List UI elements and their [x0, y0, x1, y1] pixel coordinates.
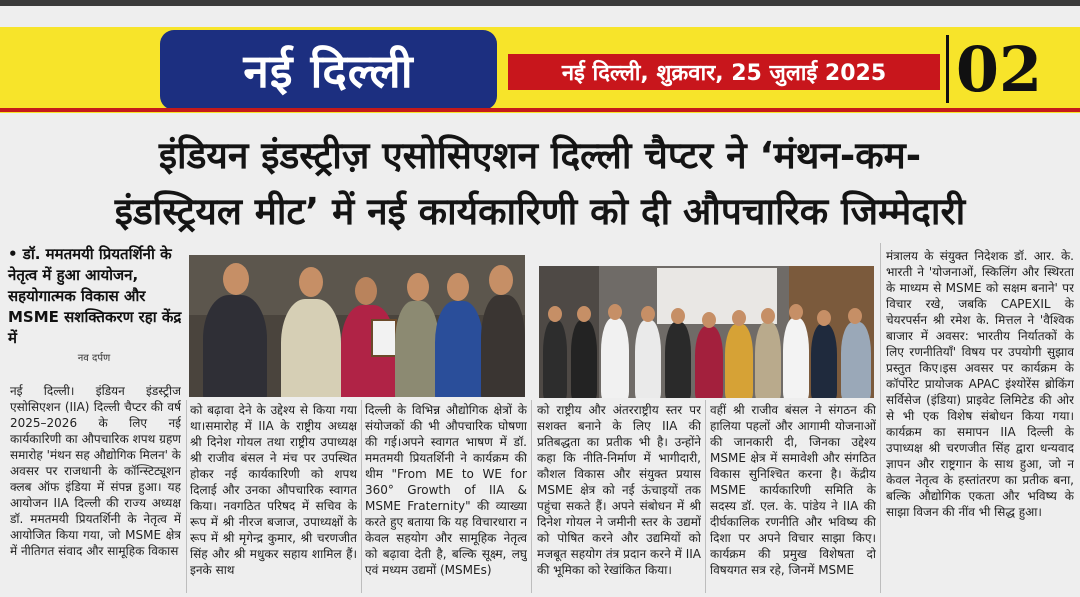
top-strip: [0, 0, 1080, 6]
person-figure: [395, 301, 439, 397]
person-head: [761, 308, 775, 324]
person-head: [299, 267, 323, 297]
person-figure: [755, 322, 781, 398]
person-figure: [695, 326, 723, 398]
person-head: [608, 304, 622, 320]
dateline: नई दिल्ली, शुक्रवार, 25 जुलाई 2025: [508, 54, 940, 90]
photo-oath-ceremony: [189, 255, 525, 397]
person-head: [702, 312, 716, 328]
column-rule: [531, 400, 532, 593]
article-column-5: वहीं श्री राजीव बंसल ने संगठन की हालिया पहलों और आगामी योजनाओं की जानकारी दी, जिनका उद्देश्य MSME क्षेत्र में समावेशी और संगठित विकास सुनिश्चित करना है। केंद्रीय MSME कार्यकारिणी समिति के सदस्य डॉ. एल. के. पांडेय ने IIA की दीर्घकालिक रणनीति और भविष्य की दिशा पर अपने विचार साझा किए।कार्यक्रम की प्रमुख विशेषता दो विषयगत सत्र रहे, जिनमें MSME: [710, 403, 876, 577]
person-head: [732, 310, 746, 326]
byline: नव दर्पण: [77, 353, 111, 364]
person-head: [789, 304, 803, 320]
person-figure: [435, 301, 483, 397]
article-column-4: को राष्ट्रीय और अंतरराष्ट्रीय स्तर पर सशक्त बनाने के लिए IIA की प्रतिबद्धता का प्रतीक भी है। उन्होंने कहा कि नीति-निर्माण में भागीदारी, कौशल विकास और संयुक्त प्रयास MSME क्षेत्र को नई ऊंचाइयों तक पहुंचा सकते हैं। अपने संबोधन में श्री दिनेश गोयल ने जमीनी स्तर के उद्यमों को पोषित करने और उद्यमियों को मजबूत सहयोग तंत्र प्रदान करने में IIA की भूमिका को रेखांकित किया।: [537, 403, 701, 577]
person-figure: [203, 295, 267, 397]
article-column-3: दिल्ली के विभिन्न औद्योगिक क्षेत्रों के संयोजकों की भी औपचारिक घोषणा की गई।अपने स्वागत भाषण में डॉ. ममतमयी प्रियतर्शिनी ने कार्यक्रम की थीम "From ME to WE for 360° Growth of IIA & MSME Fraternity" की व्याख्या करते हुए बताया कि यह विचारधारा न केवल सहयोग और सामूहिक नेतृत्व को बढ़ावा देती है, बल्कि सूक्ष्म, लघु एवं मध्यम उद्यमों (MSMEs): [365, 403, 527, 577]
column-rule: [705, 400, 706, 593]
column-rule: [186, 400, 187, 593]
article-column-6: मंत्रालय के संयुक्त निदेशक डॉ. आर. के. भारती ने 'योजनाओं, स्किलिंग और स्थिरता के माध्यम से MSME को सक्षम बनाने' पर विचार रखे, जबकि CAPEXIL के चेयरपर्सन श्री रमेश के. मित्तल ने 'वैश्विक बाजार में अवसर: भारतीय निर्यातकों के लिए रणनीतियाँ' विषय पर उपयोगी सुझाव प्रस्तुत किए।इस अवसर पर कार्यक्रम के कॉर्पोरेट प्रायोजक APAC इंश्योरेंस ब्रोकिंग सर्विसेज (इंडिया) प्राइवेट लिमिटेड की ओर से भी एक विशेष संबोधन किया गया। कार्यक्रम का समापन IIA दिल्ली के उपाध्यक्ष श्री चरणजीत सिंह द्वारा धन्यवाद ज्ञापन और राष्ट्रगान के साथ हुआ, जो न केवल नेतृत्व के हस्तांतरण का प्रतीक बना, बल्कि औद्योगिक एकता और भविष्य के साझा विजन की नींव भी सिद्ध हुआ।: [886, 249, 1074, 519]
person-head: [355, 277, 377, 305]
person-head: [817, 310, 831, 326]
article-column-2: को बढ़ावा देने के उद्देश्य से किया गया था।समारोह में IIA के राष्ट्रीय अध्यक्ष श्री दिनेश गोयल तथा राष्ट्रीय उपाध्यक्ष श्री राजीव बंसल ने मंच पर उपस्थित होकर नई कार्यकारिणी को शपथ दिलाई और उनका औपचारिक स्वागत किया। नवगठित परिषद में सचिव के रूप में श्री नीरज बजाज, उपाध्यक्षों के रूप में श्री मृगेन्द्र कुमार, श्री चरणजीत सिंह और श्री मधुकर सहाय शामिल हैं। इनके साथ: [190, 403, 357, 577]
person-figure: [281, 299, 341, 397]
person-figure: [811, 324, 837, 398]
article-headline: [8, 128, 1072, 240]
person-head: [671, 308, 685, 324]
article-column-1: नई दिल्ली। इंडियन इंडस्ट्रीज एसोसिएशन (IIA) दिल्ली चैप्टर की वर्ष 2025–2026 के लिए नई कार्यकारिणी का औपचारिक शपथ ग्रहण समारोह 'मंथन सह औद्योगिक मिलन' के अवसर पर राजधानी के कॉन्स्टिट्यूशन क्लब ऑफ इंडिया में संपन्न हुआ। यह आयोजन IIA दिल्ली की राज्य अध्यक्ष डॉ. ममतमयी प्रियतर्शिनी के नेतृत्व में आयोजित किया गया, जो MSME क्षेत्र में नीतिगत संवाद और सामूहिक विकास: [10, 384, 181, 558]
person-head: [447, 273, 469, 301]
person-figure: [543, 320, 567, 398]
person-head: [848, 308, 862, 324]
person-head: [548, 306, 562, 322]
headline-line-2: इंडस्ट्रियल मीट’ में नई कार्यकारिणी को दी औपचारिक जिम्मेदारी: [114, 190, 966, 233]
person-head: [489, 265, 513, 295]
person-head: [577, 306, 591, 322]
person-figure: [635, 320, 661, 398]
section-title: नई दिल्ली: [160, 30, 497, 110]
highlight-box: • डॉ. ममतमयी प्रियतर्शिनी के नेतृत्व में हुआ आयोजन, सहयोगात्मक विकास और MSME सशक्तिकरण रहा केंद्र में: [8, 245, 182, 347]
photo-group-meet: [539, 266, 874, 398]
person-figure: [841, 322, 871, 398]
certificate-frame: [371, 319, 397, 357]
person-figure: [783, 318, 809, 398]
person-figure: [571, 320, 597, 398]
person-head: [641, 306, 655, 322]
column-rule: [880, 243, 881, 593]
person-figure: [665, 322, 691, 398]
person-figure: [725, 324, 753, 398]
person-head: [223, 263, 249, 295]
page-number: 02: [946, 35, 1049, 103]
masthead-rule: [0, 108, 1080, 112]
person-figure: [481, 295, 525, 397]
person-head: [407, 273, 429, 301]
person-figure: [601, 318, 629, 398]
column-rule: [361, 400, 362, 593]
headline-line-1: इंडियन इंडस्ट्रीज़ एसोसिएशन दिल्ली चैप्टर ने ‘मंथन-कम-: [158, 134, 922, 177]
